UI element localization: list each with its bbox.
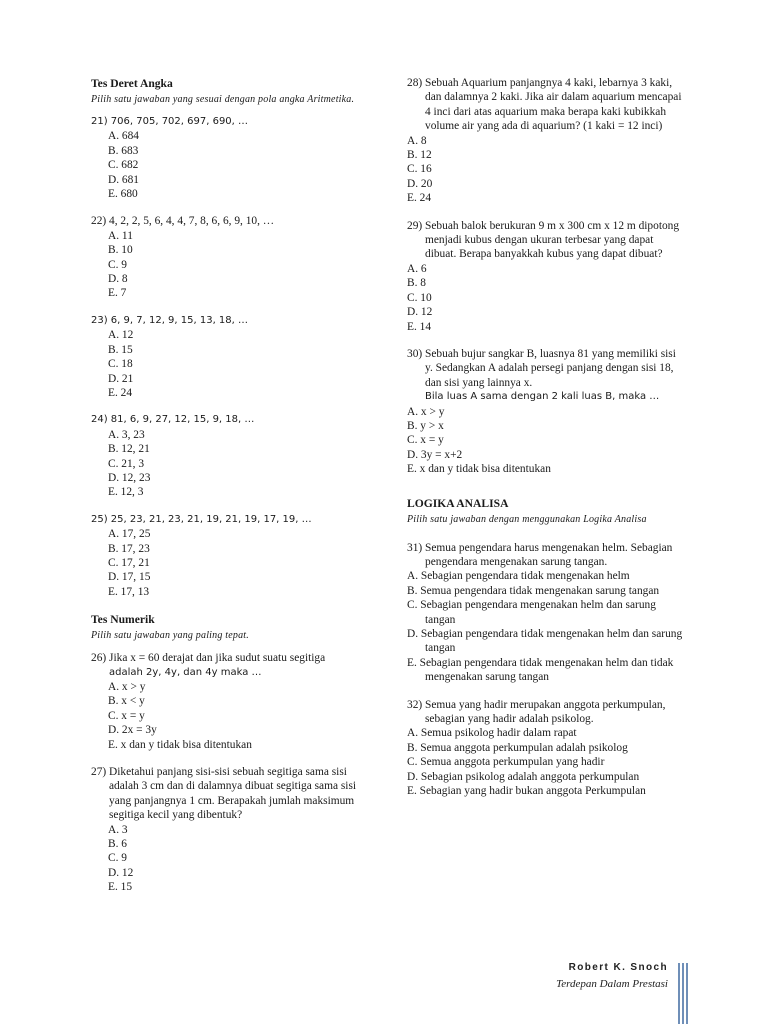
answer-option: C. Sebagian pengendara mengenakan helm dan sarung tangan xyxy=(407,599,656,626)
question-28 xyxy=(407,76,683,206)
question-24 xyxy=(91,413,373,499)
question-stem: 23) 6, 9, 7, 12, 9, 15, 13, 18, … xyxy=(91,314,249,326)
answer-option: D. 2x = 3y xyxy=(108,724,157,737)
section-instruction-logika-analisa: Pilih satu jawaban dengan menggunakan Logika Analisa xyxy=(407,513,647,525)
answer-option: B. 17, 23 xyxy=(108,542,150,555)
left-column xyxy=(91,76,373,908)
answer-option: E. 12, 3 xyxy=(108,486,144,499)
answer-option: E. 14 xyxy=(407,320,432,333)
answer-option: A. 3, 23 xyxy=(108,428,145,441)
answer-option: A. 6 xyxy=(407,262,427,275)
answer-option: D. Sebagian pengendara tidak mengenakan helm dan sarung tangan xyxy=(407,628,683,655)
question-25 xyxy=(91,513,373,599)
question-stem: 30) Sebuah bujur sangkar B, luasnya 81 yang memiliki sisi y. Sedangkan A adalah persegi panjang dengan sisi 18, dan sisi yang lainnya x. xyxy=(407,347,676,389)
answer-option: A. 3 xyxy=(108,823,128,836)
answer-option: E. 15 xyxy=(108,881,133,894)
answer-option: C. Semua anggota perkumpulan yang hadir xyxy=(407,756,605,769)
question-29 xyxy=(407,219,683,334)
answer-option: C. 16 xyxy=(407,163,432,176)
question-stem: 31) Semua pengendara harus mengenakan helm. Sebagian pengendara mengenakan sarung tangan. xyxy=(407,541,673,568)
question-stem: 29) Sebuah balok berukuran 9 m x 300 cm x 12 m dipotong menjadi kubus dengan ukuran terbesar yang dapat dibuat. Berapa banyakkah kubus yang dapat dibuat? xyxy=(407,219,680,261)
answer-option: A. Sebagian pengendara tidak mengenakan helm xyxy=(407,570,630,583)
answer-option: E. 680 xyxy=(108,188,138,201)
question-stem: 26) Jika x = 60 derajat dan jika sudut suatu segitiga xyxy=(91,652,326,665)
question-22 xyxy=(91,214,373,300)
answer-option: D. 3y = x+2 xyxy=(407,448,463,461)
answer-option: B. 683 xyxy=(108,144,139,157)
answer-option: D. 12 xyxy=(407,306,433,319)
answer-option: B. 15 xyxy=(108,343,133,356)
answer-option: C. 682 xyxy=(108,159,139,172)
answer-option: B. Semua anggota perkumpulan adalah psikolog xyxy=(407,741,628,754)
answer-option: B. 12 xyxy=(407,149,432,162)
answer-option: D. 8 xyxy=(108,273,128,286)
answer-option: B. y > x xyxy=(407,419,444,432)
answer-option: B. x < y xyxy=(108,695,145,708)
answer-option: A. 8 xyxy=(407,134,427,147)
footer-accent-bar xyxy=(686,963,688,1024)
answer-option: E. 24 xyxy=(108,386,133,399)
footer-author: Robert K. Snoch xyxy=(568,962,668,973)
answer-option: E. 24 xyxy=(407,192,432,205)
question-23 xyxy=(91,314,373,400)
answer-option: C. 21, 3 xyxy=(108,457,145,470)
question-stem: 25) 25, 23, 21, 23, 21, 19, 21, 19, 17, 19, … xyxy=(91,513,312,525)
footer-tagline: Terdepan Dalam Prestasi xyxy=(556,978,668,990)
section-title-deret-angka: Tes Deret Angka xyxy=(91,77,173,90)
question-26 xyxy=(91,651,373,752)
answer-option: D. 681 xyxy=(108,173,140,186)
answer-option: C. 9 xyxy=(108,852,127,865)
answer-option: D. Sebagian psikolog adalah anggota perkumpulan xyxy=(407,770,640,783)
answer-option: B. 8 xyxy=(407,277,426,290)
answer-option: E. x dan y tidak bisa ditentukan xyxy=(407,463,551,476)
answer-option: E. 7 xyxy=(108,287,127,300)
answer-option: B. Semua pengendara tidak mengenakan sarung tangan xyxy=(407,584,660,597)
answer-option: A. 17, 25 xyxy=(108,528,151,541)
answer-option: A. x > y xyxy=(108,681,146,693)
footer-accent-bar xyxy=(682,963,684,1024)
question-32 xyxy=(407,698,683,799)
answer-option: D. 21 xyxy=(108,372,134,385)
question-31 xyxy=(407,541,683,685)
answer-option: B. 6 xyxy=(108,838,127,851)
answer-option: A. 11 xyxy=(108,229,133,242)
section-instruction-deret-angka: Pilih satu jawaban yang sesuai dengan pola angka Aritmetika. xyxy=(91,94,355,105)
answer-option: A. Semua psikolog hadir dalam rapat xyxy=(407,727,577,740)
answer-option: C. 10 xyxy=(407,291,432,304)
answer-option: D. 12 xyxy=(108,866,134,879)
question-stem: 32) Semua yang hadir merupakan anggota perkumpulan, sebagian yang hadir adalah psikolog. xyxy=(407,698,666,726)
answer-option: D. 12, 23 xyxy=(108,471,151,484)
answer-option: C. x = y xyxy=(108,709,145,722)
answer-option: C. 18 xyxy=(108,358,133,371)
question-stem: 22) 4, 2, 2, 5, 6, 4, 4, 7, 8, 6, 6, 9, 10, … xyxy=(91,215,275,228)
answer-option: C. 17, 21 xyxy=(108,556,150,569)
answer-option: E. Sebagian yang hadir bukan anggota Perkumpulan xyxy=(407,785,646,798)
question-stem: 27) Diketahui panjang sisi-sisi sebuah segitiga sama sisi adalah 3 cm dan di dalamnya dibuat segitiga sama sisi yang panjangnya 1 cm. Berapakah jumlah maksimum segitiga kecil yang dibentuk? xyxy=(91,766,357,822)
question-stem-continued: adalah 2y, 4y, dan 4y maka … xyxy=(109,666,262,678)
question-stem: 28) Sebuah Aquarium panjangnya 4 kaki, lebarnya 3 kaki, dan dalamnya 2 kaki. Jika air dalam aquarium mencapai 4 inci dari atas aquarium maka berapa kaki kubikkah volume air yang ada di aquarium? (1 kaki = 12 inci) xyxy=(407,77,682,133)
answer-option: E. x dan y tidak bisa ditentukan xyxy=(108,738,252,751)
question-stem: 21) 706, 705, 702, 697, 690, … xyxy=(91,116,249,127)
question-stem-continued: Bila luas A sama dengan 2 kali luas B, maka … xyxy=(425,391,660,403)
answer-option: A. 684 xyxy=(108,130,140,143)
answer-option: A. x > y xyxy=(407,405,445,418)
answer-option: B. 12, 21 xyxy=(108,443,150,456)
answer-option: A. 12 xyxy=(108,329,134,342)
question-21 xyxy=(91,115,373,201)
answer-option: C. x = y xyxy=(407,434,444,447)
answer-option: E. Sebagian pengendara tidak mengenakan helm dan tidak mengenakan sarung tangan xyxy=(407,656,674,684)
question-stem: 24) 81, 6, 9, 27, 12, 15, 9, 18, … xyxy=(91,414,255,426)
right-column xyxy=(407,76,683,811)
answer-option: B. 10 xyxy=(108,244,133,257)
answer-option: E. 17, 13 xyxy=(108,585,150,598)
footer-accent-bar xyxy=(678,963,680,1024)
question-30 xyxy=(407,347,683,477)
answer-option: D. 17, 15 xyxy=(108,571,151,584)
answer-option: C. 9 xyxy=(108,258,127,271)
question-27 xyxy=(91,765,373,895)
section-instruction-numerik: Pilih satu jawaban yang paling tepat. xyxy=(91,630,249,642)
section-title-numerik: Tes Numerik xyxy=(91,613,155,627)
answer-option: D. 20 xyxy=(407,177,433,190)
section-title-logika-analisa: LOGIKA ANALISA xyxy=(407,496,509,510)
